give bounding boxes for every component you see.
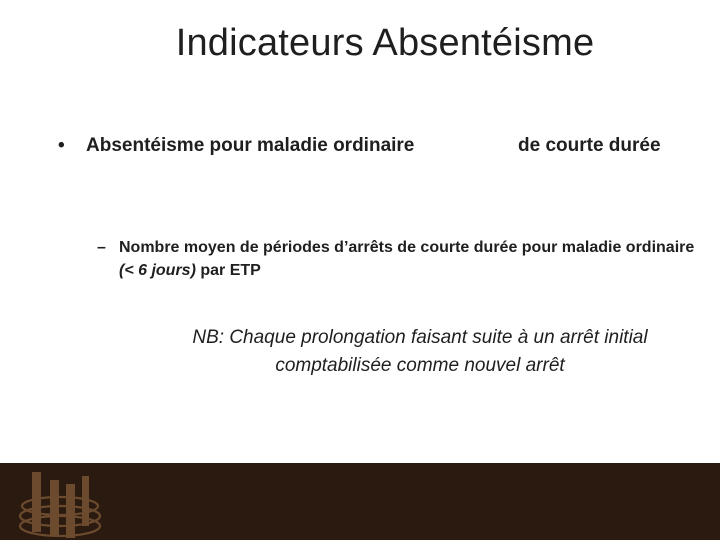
columns-emblem-icon	[10, 466, 110, 540]
main-bullet	[58, 135, 698, 157]
sub-bullet-text-start: Nombre moyen de périodes d’arrêts de courte durée pour maladie ordinaire	[119, 239, 695, 256]
bullet-text-part1: Absentéisme pour maladie ordinaire	[86, 135, 415, 156]
nb-note	[120, 324, 720, 380]
sub-bullet-text-end: par ETP	[195, 262, 261, 279]
nb-note-line1: NB: Chaque prolongation faisant suite à un arrêt initial	[192, 327, 648, 348]
sub-bullet-text	[119, 236, 697, 282]
sub-bullet-marker: –	[97, 239, 106, 256]
bullet-text-part2: de courte durée	[518, 135, 661, 156]
slide-title: Indicateurs Absentéisme	[175, 22, 595, 64]
sub-bullet	[97, 236, 697, 282]
bullet-marker: •	[58, 135, 65, 156]
nb-note-line2: comptabilisée comme nouvel arrêt	[275, 355, 565, 376]
sub-bullet-duration: (< 6 jours)	[119, 262, 196, 279]
